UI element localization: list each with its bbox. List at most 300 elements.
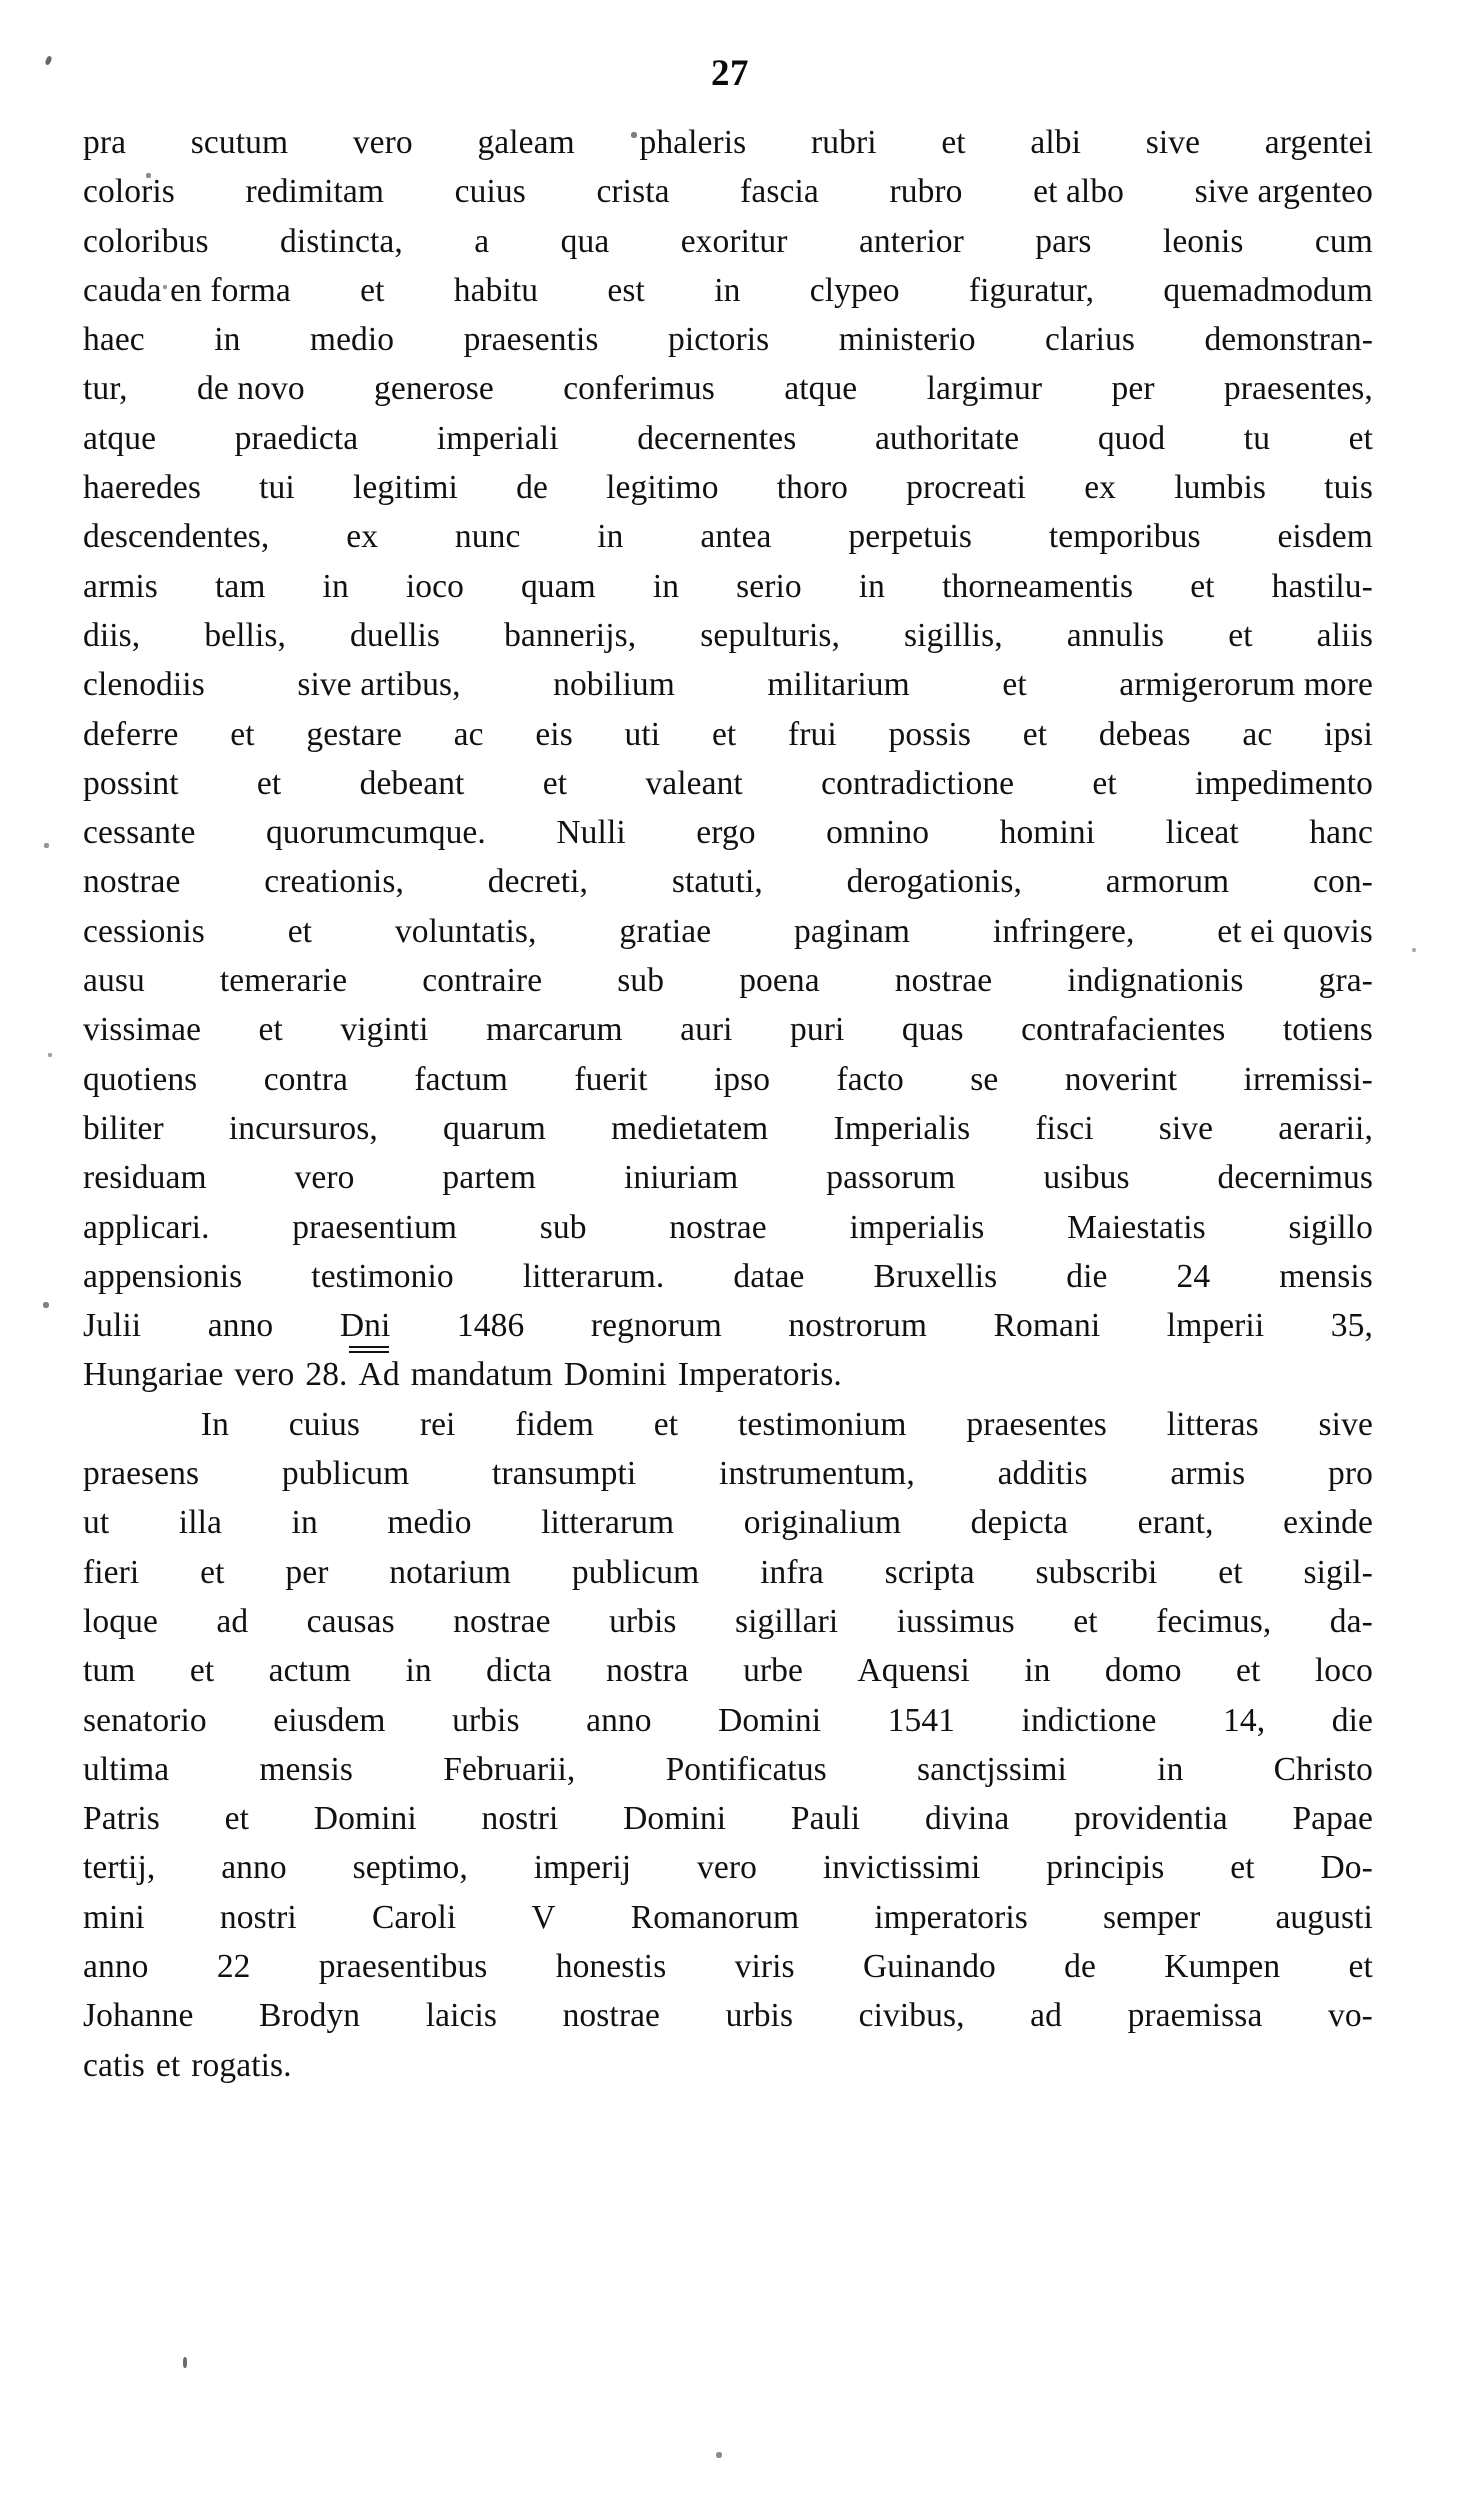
word: Romani — [993, 1307, 1101, 1345]
word: praedicta — [234, 419, 359, 457]
word: nostri — [481, 1800, 559, 1838]
word: vero — [352, 124, 413, 161]
word: cessionis — [83, 912, 205, 950]
scan-speck — [716, 2452, 722, 2458]
word: hanc — [1309, 814, 1373, 852]
word: rogatis. — [191, 2046, 292, 2084]
word: diis, — [83, 616, 141, 654]
word: nobilium — [553, 666, 675, 704]
word: In — [200, 1405, 229, 1443]
word: sive — [1145, 124, 1201, 161]
word: eisdem — [1277, 518, 1373, 556]
word: sive artibus, — [297, 666, 461, 704]
word: sepulturis, — [700, 616, 841, 654]
word: additis — [997, 1455, 1088, 1493]
word: mandatum — [410, 1356, 553, 1394]
word: Imperialis — [833, 1109, 971, 1147]
word: atque — [83, 419, 157, 457]
word: armorum — [1105, 863, 1230, 901]
text-line — [83, 1252, 1373, 1301]
word: fidem — [515, 1405, 594, 1443]
word: phaleris — [639, 124, 747, 161]
word: cauda en forma — [83, 271, 291, 309]
text-line — [83, 1449, 1373, 1498]
word: et albo — [1033, 173, 1125, 211]
word: medio — [309, 321, 395, 359]
word: duellis — [350, 616, 441, 654]
word: senatorio — [83, 1701, 207, 1739]
word: tam — [214, 567, 266, 605]
word: thorneamentis — [942, 567, 1134, 605]
word: sive — [1158, 1109, 1214, 1147]
word: imperiali — [436, 419, 559, 457]
word: loco — [1314, 1652, 1373, 1690]
word: in — [214, 321, 241, 359]
word: Domini — [623, 1800, 727, 1838]
word: publicum — [571, 1553, 700, 1591]
word: invictissimi — [822, 1849, 981, 1887]
word: bannerijs, — [504, 616, 637, 654]
word: albi — [1030, 124, 1082, 161]
word: regnorum — [590, 1307, 722, 1345]
text-line — [83, 956, 1373, 1005]
text-line — [83, 1301, 1373, 1350]
word: anno — [83, 1947, 149, 1985]
word: de — [516, 469, 548, 507]
text-line — [83, 1696, 1373, 1745]
word: ipsi — [1324, 715, 1373, 753]
word: clarius — [1045, 321, 1135, 359]
word: mensis — [259, 1750, 354, 1788]
paragraph-charter-body — [83, 118, 1373, 1400]
word: Pontificatus — [665, 1750, 827, 1788]
word: et ei quovis — [1217, 912, 1373, 950]
word: quemadmodum — [1163, 271, 1373, 309]
word: et — [653, 1405, 679, 1443]
word: debeas — [1098, 715, 1191, 753]
word: Brodyn — [259, 1997, 361, 2035]
word: et — [258, 1011, 283, 1049]
word: nostrae — [669, 1208, 767, 1246]
scan-speck — [44, 843, 49, 848]
word: et — [200, 1553, 225, 1591]
word: instrumentum, — [719, 1455, 915, 1493]
text-line — [83, 907, 1373, 956]
text-line — [83, 1893, 1373, 1942]
word: et — [287, 912, 313, 950]
text-line — [83, 266, 1373, 315]
word: possint — [83, 764, 179, 802]
word: bellis, — [204, 616, 286, 654]
word: vissimae — [83, 1011, 202, 1049]
word: praesentes — [966, 1405, 1107, 1443]
word: argentei — [1264, 124, 1373, 161]
word: honestis — [555, 1947, 667, 1985]
word: Aquensi — [857, 1652, 970, 1690]
word: Ad — [358, 1356, 400, 1394]
word: anno — [586, 1701, 652, 1739]
word: indictione — [1021, 1701, 1157, 1739]
word: nostra — [606, 1652, 689, 1690]
word: tum — [83, 1652, 136, 1690]
word: praesentis — [463, 321, 599, 359]
text-line — [83, 1400, 1373, 1449]
text-line — [83, 1005, 1373, 1054]
word: sive argenteo — [1194, 173, 1373, 211]
word: decreti, — [487, 863, 589, 901]
word: Nulli — [556, 814, 626, 852]
word: 24 — [1176, 1257, 1211, 1295]
word: vero — [697, 1849, 757, 1887]
word: distincta, — [279, 222, 403, 260]
word: clypeo — [809, 271, 900, 309]
word: de — [1064, 1947, 1096, 1985]
word: et — [1230, 1849, 1255, 1887]
word: quod — [1097, 419, 1166, 457]
word: Patris — [83, 1800, 160, 1838]
word: Domini — [313, 1800, 417, 1838]
word: eis — [535, 715, 573, 753]
word: largimur — [926, 370, 1043, 408]
word: ad — [216, 1602, 249, 1640]
word: 35, — [1330, 1307, 1373, 1345]
word: sub — [539, 1208, 587, 1246]
word: et — [1002, 666, 1027, 704]
word: statuti, — [671, 863, 763, 901]
text-line — [83, 660, 1373, 709]
text-line — [83, 759, 1373, 808]
word: gra- — [1318, 962, 1373, 1000]
word: nostrae — [562, 1997, 661, 2035]
word: tertij, — [83, 1849, 156, 1887]
word: appensionis — [83, 1257, 243, 1295]
text-line — [83, 1350, 1373, 1399]
word: vero — [234, 1356, 295, 1394]
paragraph-notarial-attestation — [83, 1400, 1373, 2090]
text-line — [83, 1745, 1373, 1794]
word: mini — [83, 1898, 145, 1936]
word: augusti — [1275, 1898, 1373, 1936]
word: nostrae — [83, 863, 181, 901]
word: thoro — [776, 469, 848, 507]
word: totiens — [1282, 1011, 1373, 1049]
word: factum — [414, 1060, 508, 1098]
word: generose — [374, 370, 494, 408]
word: ac — [1242, 715, 1273, 753]
word: litterarum — [541, 1504, 675, 1542]
word: ioco — [405, 567, 464, 605]
word: biliter — [83, 1109, 164, 1147]
text-line — [83, 1548, 1373, 1597]
word: civibus, — [858, 1997, 965, 2035]
word: die — [1331, 1701, 1373, 1739]
word: coloris — [83, 173, 175, 211]
word: Hungariae — [83, 1356, 224, 1394]
word: Imperatoris. — [677, 1356, 842, 1394]
word: coloribus — [83, 222, 209, 260]
word: et — [542, 764, 568, 802]
word: serio — [736, 567, 802, 605]
word: figuratur, — [968, 271, 1095, 309]
word: in — [405, 1652, 432, 1690]
word: annulis — [1066, 616, 1165, 654]
word: Do- — [1320, 1849, 1373, 1887]
text-line — [83, 562, 1373, 611]
word: rubri — [811, 124, 877, 161]
text-line — [83, 1055, 1373, 1104]
text-line — [83, 1104, 1373, 1153]
word: 14, — [1223, 1701, 1266, 1739]
word: et — [1218, 1553, 1243, 1591]
word: fecimus, — [1156, 1602, 1272, 1640]
word: anno — [221, 1849, 287, 1887]
word: antea — [700, 518, 772, 556]
word: armis — [1170, 1455, 1246, 1493]
text-line — [83, 2041, 1373, 2090]
word: laicis — [425, 1997, 498, 2035]
word: redimitam — [245, 173, 385, 211]
word: vo- — [1327, 1997, 1373, 2035]
word: et — [1348, 1947, 1373, 1985]
text-line — [83, 611, 1373, 660]
word: domo — [1104, 1652, 1182, 1690]
word: con- — [1313, 863, 1373, 901]
word: dicta — [486, 1652, 552, 1690]
text-line — [83, 118, 1373, 167]
word: galeam — [477, 124, 575, 161]
word: tur, — [83, 370, 128, 408]
word: testimonium — [737, 1405, 907, 1443]
word: per — [285, 1553, 329, 1591]
word: decernimus — [1217, 1159, 1373, 1197]
scan-speck — [48, 1053, 52, 1057]
word: partem — [442, 1159, 537, 1197]
word: transumpti — [491, 1455, 637, 1493]
word: Pauli — [790, 1800, 861, 1838]
word: ex — [346, 518, 379, 556]
word: praesentibus — [318, 1947, 488, 1985]
word: demonstran- — [1204, 321, 1373, 359]
word: sive — [1318, 1405, 1373, 1443]
word: datae — [733, 1257, 805, 1295]
word: contraire — [422, 962, 543, 1000]
text-line — [83, 710, 1373, 759]
word: mensis — [1279, 1257, 1373, 1295]
word: sub — [617, 962, 665, 1000]
scan-speck — [1412, 948, 1416, 952]
word: pro — [1328, 1455, 1373, 1493]
word: in — [322, 567, 349, 605]
word: armigerorum more — [1119, 666, 1373, 704]
word: a — [474, 222, 490, 260]
word: residuam — [83, 1159, 207, 1197]
text-line — [83, 808, 1373, 857]
word: et — [1236, 1652, 1261, 1690]
text-line — [83, 1203, 1373, 1252]
word: urbis — [452, 1701, 520, 1739]
word: pictoris — [667, 321, 770, 359]
word: sigillo — [1288, 1208, 1373, 1246]
word: Johanne — [83, 1997, 194, 2035]
word: cum — [1314, 222, 1373, 260]
word: aliis — [1316, 616, 1373, 654]
word: subscribi — [1035, 1553, 1158, 1591]
word: imperialis — [849, 1208, 985, 1246]
word: paginam — [794, 912, 911, 950]
word: se — [970, 1060, 999, 1098]
word: sigil- — [1303, 1553, 1373, 1591]
word: litterarum. — [522, 1257, 665, 1295]
word: haec — [83, 321, 145, 359]
scan-speck — [43, 1302, 49, 1308]
word: fascia — [740, 173, 819, 211]
word: impedimento — [1195, 764, 1373, 802]
word: deferre — [83, 715, 179, 753]
word: derogationis, — [846, 863, 1022, 901]
word: ministerio — [838, 321, 976, 359]
word: qua — [560, 222, 610, 260]
word: est — [607, 271, 645, 309]
word: fuerit — [574, 1060, 648, 1098]
word: puri — [790, 1011, 845, 1049]
word: medietatem — [611, 1109, 769, 1147]
word: et — [711, 715, 737, 753]
word: ac — [453, 715, 484, 753]
word: principis — [1046, 1849, 1165, 1887]
word: 1541 — [887, 1701, 956, 1739]
word: urbis — [725, 1997, 794, 2035]
word: infra — [760, 1553, 824, 1591]
word: medio — [387, 1504, 472, 1542]
word: ut — [83, 1504, 110, 1542]
word: litteras — [1166, 1405, 1259, 1443]
word: 22 — [216, 1947, 251, 1985]
word: ergo — [696, 814, 756, 852]
word: conferimus — [563, 370, 715, 408]
text-line — [83, 1942, 1373, 1991]
word: da- — [1329, 1602, 1373, 1640]
word: et — [1348, 419, 1373, 457]
word: exoritur — [680, 222, 788, 260]
word: lumbis — [1174, 469, 1266, 507]
paragraph-indent — [83, 1400, 141, 1449]
word: descendentes, — [83, 518, 270, 556]
word: in — [597, 518, 624, 556]
word: homini — [999, 814, 1096, 852]
word: atque — [784, 370, 858, 408]
word: cuius — [288, 1405, 360, 1443]
word: et — [1228, 616, 1253, 654]
word: debeant — [359, 764, 465, 802]
word: de novo — [196, 370, 305, 408]
word: viris — [734, 1947, 795, 1985]
word: rubro — [889, 173, 963, 211]
word: quarum — [443, 1109, 546, 1147]
word: et — [155, 2046, 181, 2084]
word: et — [230, 715, 255, 753]
word: exinde — [1283, 1504, 1373, 1542]
word: divina — [924, 1800, 1010, 1838]
word: possis — [888, 715, 972, 753]
word: indignationis — [1067, 962, 1244, 1000]
word: perpetuis — [848, 518, 973, 556]
word: contradictione — [821, 764, 1015, 802]
word: nunc — [454, 518, 521, 556]
word: imperij — [533, 1849, 632, 1887]
word: poena — [739, 962, 820, 1000]
word: anno — [207, 1307, 274, 1345]
word: in — [1157, 1750, 1184, 1788]
word: ex — [1084, 469, 1117, 507]
word: frui — [788, 715, 837, 753]
word: quorumcumque. — [265, 814, 486, 852]
word: incursuros, — [228, 1109, 378, 1147]
word: armis — [83, 567, 158, 605]
word: et — [1073, 1602, 1098, 1640]
word: gratiae — [619, 912, 712, 950]
word: et — [1022, 715, 1048, 753]
text-line — [83, 167, 1373, 216]
word: semper — [1103, 1898, 1201, 1936]
word: clenodiis — [83, 666, 205, 704]
word: Guinando — [862, 1947, 996, 1985]
text-line — [83, 364, 1373, 413]
word: in — [714, 271, 741, 309]
word: gestare — [306, 715, 402, 753]
word: pra — [83, 124, 127, 161]
word: facto — [836, 1060, 904, 1098]
word: Maiestatis — [1067, 1208, 1206, 1246]
text-line — [83, 1991, 1373, 2040]
word: ipso — [713, 1060, 771, 1098]
word: et — [941, 124, 966, 161]
text-line — [83, 315, 1373, 364]
word: Februarii, — [443, 1750, 576, 1788]
word: Bruxellis — [873, 1257, 998, 1295]
word: V — [531, 1898, 556, 1936]
text-line — [83, 463, 1373, 512]
word: in — [858, 567, 886, 605]
word: pars — [1035, 222, 1092, 260]
word: contra — [263, 1060, 348, 1098]
word: in — [291, 1504, 318, 1542]
word: praesentes, — [1223, 370, 1373, 408]
word: nostrae — [894, 962, 993, 1000]
page-number: 27 — [711, 53, 749, 94]
word: haeredes — [83, 469, 201, 507]
word: testimonio — [311, 1257, 454, 1295]
word: iussimus — [896, 1602, 1015, 1640]
word: eiusdem — [273, 1701, 386, 1739]
word: septimo, — [352, 1849, 468, 1887]
word: per — [1111, 370, 1155, 408]
word: tuis — [1324, 469, 1373, 507]
word: rei — [419, 1405, 456, 1443]
text-line — [83, 1843, 1373, 1892]
word: nostrorum — [788, 1307, 928, 1345]
word: marcarum — [486, 1011, 623, 1049]
word: Caroli — [371, 1898, 457, 1936]
text-line — [83, 1498, 1373, 1547]
word: sanctjssimi — [916, 1750, 1067, 1788]
word: sigillis, — [904, 616, 1003, 654]
text-line — [83, 1597, 1373, 1646]
text-line — [83, 857, 1373, 906]
word: et — [189, 1652, 215, 1690]
text-line — [83, 1646, 1373, 1695]
word: cuius — [454, 173, 526, 211]
word: procreati — [906, 469, 1027, 507]
